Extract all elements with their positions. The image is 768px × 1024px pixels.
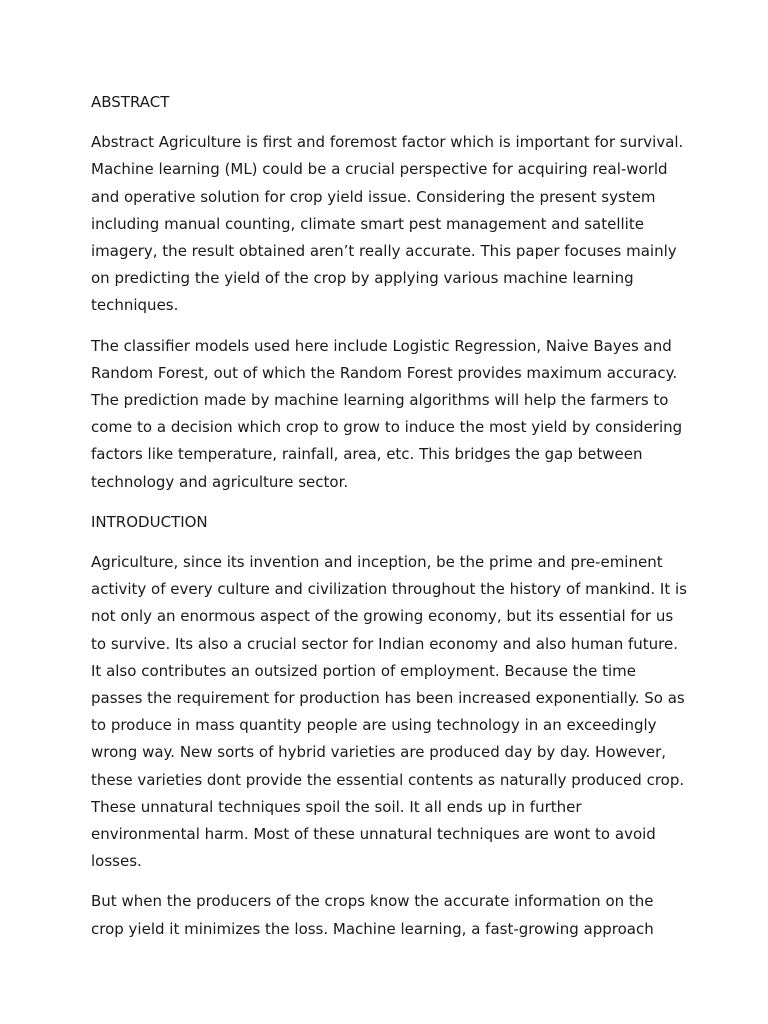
introduction-paragraph-2: But when the producers of the crops know the accurate information on the crop yield it minimizes the loss. Machine learning, a fast-growing approach bbox=[91, 892, 654, 938]
abstract-paragraph-1: Abstract Agriculture is first and foremost factor which is important for survival. Machine learning (ML) could be a crucial perspective for acquiring real-world and operative solution for crop yield issue. Considering the present system including manual counting, climate smart pest management and satellite imagery, the result obtained aren’t really accurate. This paper focuses mainly on predicting the yield of the crop by applying various machine learning techniques. bbox=[91, 133, 684, 315]
document-page bbox=[91, 89, 691, 956]
abstract-paragraph-2: The classifier models used here include Logistic Regression, Naive Bayes and Random Forest, out of which the Random Forest provides maximum accuracy. The prediction made by machine learning algorithms will help the farmers to come to a decision which crop to grow to induce the most yield by considering factors like temperature, rainfall, area, etc. This bridges the gap between technology and agriculture sector. bbox=[91, 336, 683, 491]
introduction-paragraph-1: Agriculture, since its invention and inception, be the prime and pre-eminent activity of every culture and civilization throughout the history of mankind. It is not only an enormous aspect of the growing economy, but its essential for us to survive. Its also a crucial sector for Indian economy and also human future. It also contributes an outsized portion of employment. Because the time passes the requirement for production has been increased exponentially. So as to produce in mass quantity people are using technology in an exceedingly wrong way. New sorts of hybrid varieties are produced day by day. However, these varieties dont provide the essential contents as naturally produced crop. These unnatural techniques spoil the soil. It all ends up in further environmental harm. Most of these unnatural techniques are wont to avoid losses. bbox=[91, 553, 687, 871]
abstract-heading: ABSTRACT bbox=[91, 93, 170, 111]
introduction-heading: INTRODUCTION bbox=[91, 512, 208, 531]
